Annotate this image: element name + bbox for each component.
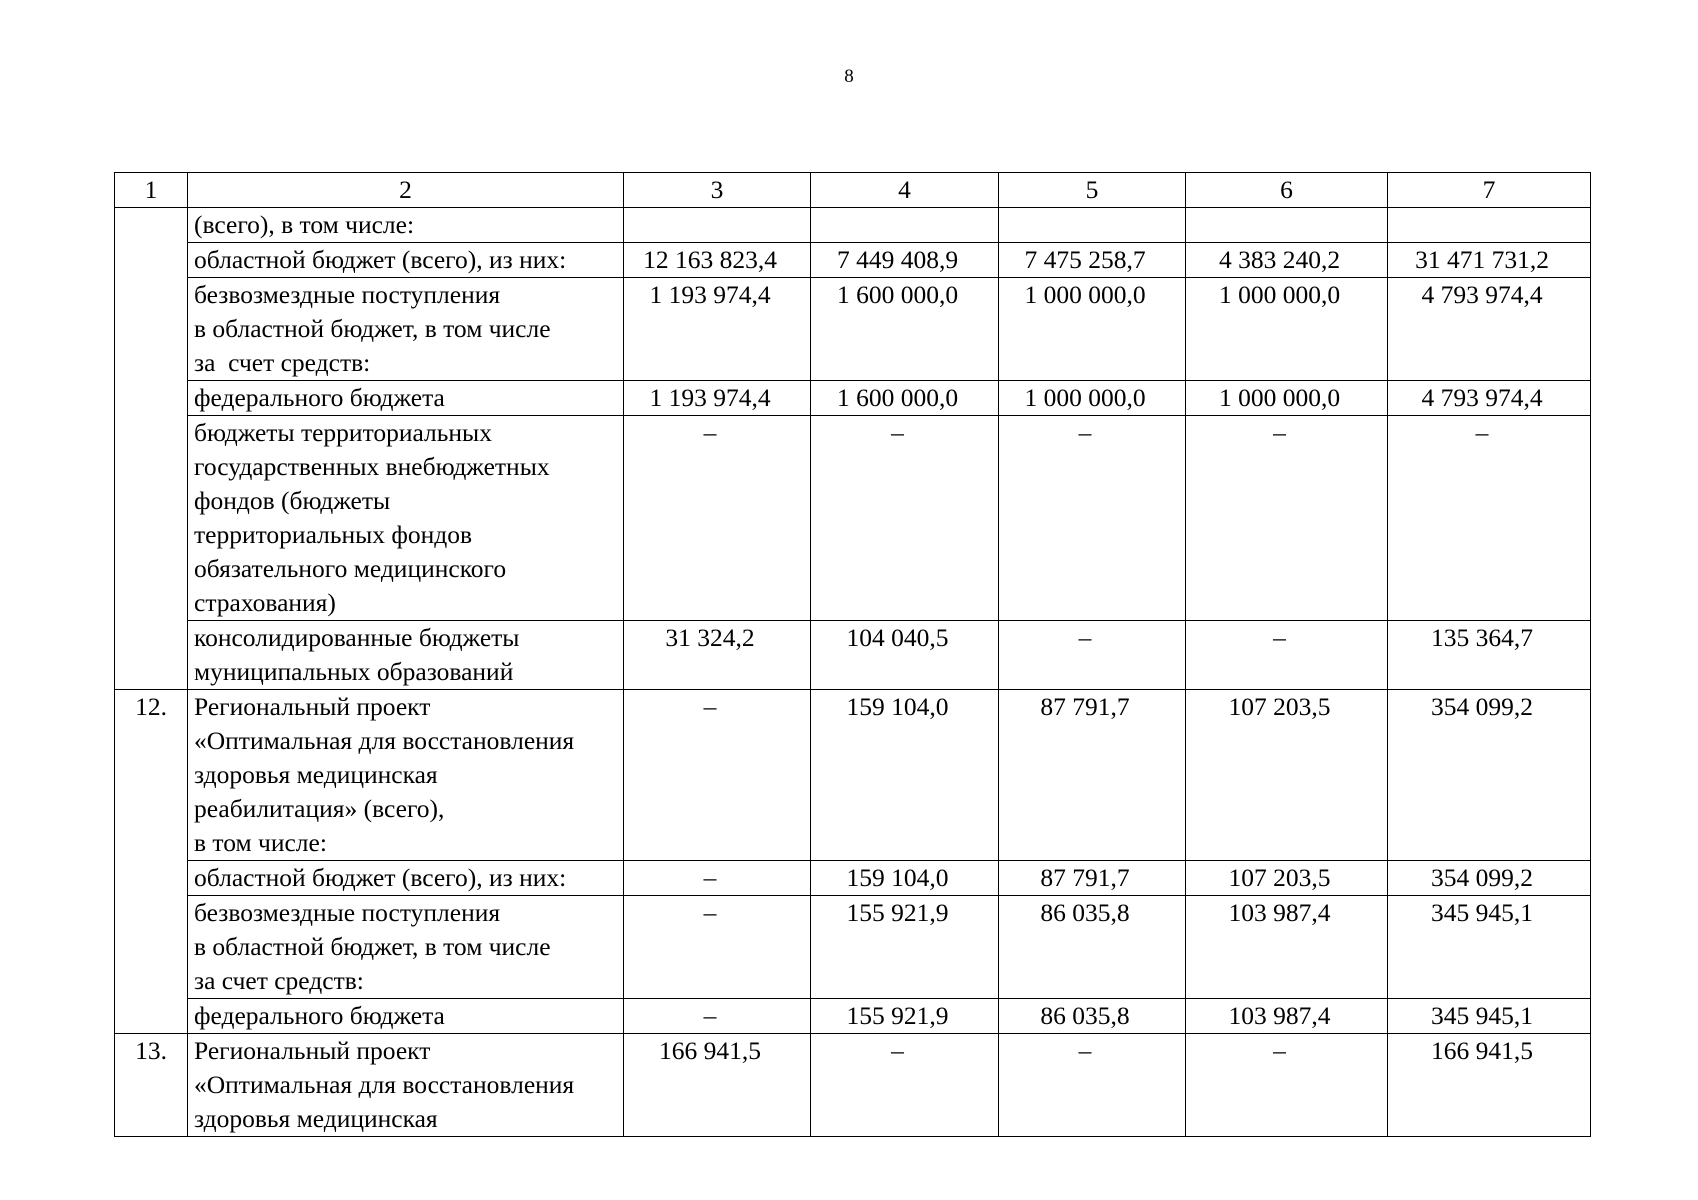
value-cell: 87 791,7 [999, 861, 1186, 896]
value-cell: – [999, 416, 1186, 621]
value-cell: – [624, 690, 811, 861]
table-row [115, 621, 1591, 690]
value-cell: 1 000 000,0 [1186, 381, 1388, 416]
value-cell: 155 921,9 [811, 999, 999, 1034]
row-index: 12. [115, 690, 188, 1034]
budget-table [114, 172, 1591, 1137]
value-cell: – [624, 896, 811, 999]
value-cell: 159 104,0 [811, 690, 999, 861]
column-number: 3 [624, 173, 811, 208]
value-cell: 159 104,0 [811, 861, 999, 896]
row-description: безвозмездные поступления в областной бюджет, в том числе за счет средств: [188, 278, 624, 381]
table-row [115, 896, 1591, 999]
value-cell: 354 099,2 [1388, 861, 1591, 896]
table-row [115, 1034, 1591, 1137]
table-row [115, 208, 1591, 243]
row-description: Региональный проект «Оптимальная для восстановления здоровья медицинская [188, 1034, 624, 1137]
value-cell: 1 193 974,4 [624, 381, 811, 416]
column-number: 4 [811, 173, 999, 208]
value-cell [999, 208, 1186, 243]
value-cell: 12 163 823,4 [624, 243, 811, 278]
value-cell: 1 000 000,0 [1186, 278, 1388, 381]
value-cell [624, 208, 811, 243]
table-row [115, 278, 1591, 381]
value-cell: 107 203,5 [1186, 690, 1388, 861]
column-number: 2 [188, 173, 624, 208]
value-cell: 1 600 000,0 [811, 278, 999, 381]
column-number: 7 [1388, 173, 1591, 208]
value-cell: 103 987,4 [1186, 999, 1388, 1034]
table-row [115, 690, 1591, 861]
row-description: областной бюджет (всего), из них: [188, 243, 624, 278]
value-cell: 166 941,5 [1388, 1034, 1591, 1137]
value-cell: 1 000 000,0 [999, 381, 1186, 416]
value-cell: 4 793 974,4 [1388, 381, 1591, 416]
value-cell: 31 471 731,2 [1388, 243, 1591, 278]
row-index [115, 208, 188, 690]
value-cell: 155 921,9 [811, 896, 999, 999]
value-cell: 86 035,8 [999, 999, 1186, 1034]
value-cell: 103 987,4 [1186, 896, 1388, 999]
page-number: 8 [844, 66, 854, 87]
table-row [115, 243, 1591, 278]
table-row [115, 416, 1591, 621]
table-row [115, 861, 1591, 896]
value-cell: – [624, 416, 811, 621]
row-description: Региональный проект «Оптимальная для восстановления здоровья медицинская реабилитация» (всего), в том числе: [188, 690, 624, 861]
value-cell: – [1388, 416, 1591, 621]
column-number-row [115, 173, 1591, 208]
row-description: областной бюджет (всего), из них: [188, 861, 624, 896]
column-number: 6 [1186, 173, 1388, 208]
value-cell: – [1186, 621, 1388, 690]
value-cell: 135 364,7 [1388, 621, 1591, 690]
value-cell: 4 793 974,4 [1388, 278, 1591, 381]
value-cell: – [624, 999, 811, 1034]
row-description: федерального бюджета [188, 381, 624, 416]
value-cell: – [999, 1034, 1186, 1137]
value-cell: 345 945,1 [1388, 896, 1591, 999]
value-cell: – [999, 621, 1186, 690]
value-cell: – [811, 1034, 999, 1137]
value-cell: 7 449 408,9 [811, 243, 999, 278]
row-description: федерального бюджета [188, 999, 624, 1034]
value-cell: 354 099,2 [1388, 690, 1591, 861]
value-cell: – [1186, 1034, 1388, 1137]
value-cell: 166 941,5 [624, 1034, 811, 1137]
value-cell: – [624, 861, 811, 896]
value-cell: 345 945,1 [1388, 999, 1591, 1034]
column-number: 1 [115, 173, 188, 208]
row-description: бюджеты территориальных государственных внебюджетных фондов (бюджеты территориальных фондов обязательного медицинского страхования) [188, 416, 624, 621]
value-cell: 87 791,7 [999, 690, 1186, 861]
table-row [115, 999, 1591, 1034]
value-cell: – [811, 416, 999, 621]
value-cell: 107 203,5 [1186, 861, 1388, 896]
row-index: 13. [115, 1034, 188, 1137]
row-description: консолидированные бюджеты муниципальных образований [188, 621, 624, 690]
table-row [115, 381, 1591, 416]
value-cell: 1 000 000,0 [999, 278, 1186, 381]
row-description: (всего), в том числе: [188, 208, 624, 243]
value-cell: 1 600 000,0 [811, 381, 999, 416]
value-cell: 7 475 258,7 [999, 243, 1186, 278]
value-cell: 1 193 974,4 [624, 278, 811, 381]
value-cell: 4 383 240,2 [1186, 243, 1388, 278]
value-cell: 86 035,8 [999, 896, 1186, 999]
column-number: 5 [999, 173, 1186, 208]
row-description: безвозмездные поступления в областной бюджет, в том числе за счет средств: [188, 896, 624, 999]
value-cell [1186, 208, 1388, 243]
value-cell: 31 324,2 [624, 621, 811, 690]
value-cell [811, 208, 999, 243]
value-cell: – [1186, 416, 1388, 621]
value-cell: 104 040,5 [811, 621, 999, 690]
value-cell [1388, 208, 1591, 243]
